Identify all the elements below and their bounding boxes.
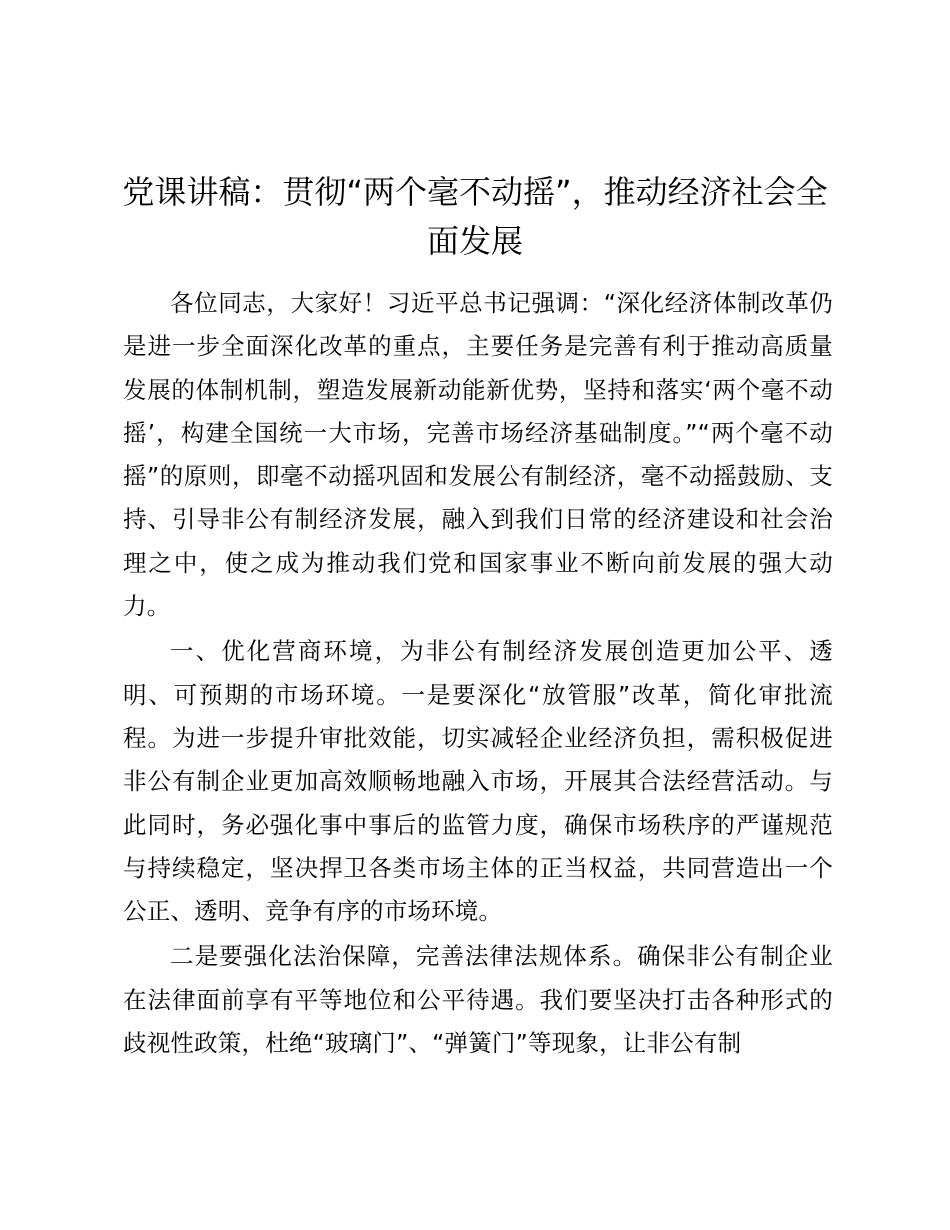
paragraph-section-one: 一、优化营商环境，为非公有制经济发展创造更加公平、透明、可预期的市场环境。一是要深化“放管服”改革，简化审批流程。为进一步提升审批效能，切实减轻企业经济负担，需积极促进非公有制企业更加高效顺畅地融入市场，开展其合法经营活动。与此同时，务必强化事中事后的监管力度，确保市场秩序的严谨规范与持续稳定，坚决捍卫各类市场主体的正当权益，共同营造出一个公正、透明、竞争有序的市场环境。 [123, 637, 833, 926]
document-body [123, 282, 833, 1067]
paragraph-intro: 各位同志，大家好！习近平总书记强调：“深化经济体制改革仍是进一步全面深化改革的重点，主要任务是完善有利于推动高质量发展的体制机制，塑造发展新动能新优势，坚持和落实‘两个毫不动摇’，构建全国统一大市场，完善市场经济基础制度。”“两个毫不动摇”的原则，即毫不动摇巩固和发展公有制经济，毫不动摇鼓励、支持、引导非公有制经济发展，融入到我们日常的经济建设和社会治理之中，使之成为推动我们党和国家事业不断向前发展的强大动力。 [123, 289, 833, 621]
paragraph-section-one-point-two: 二是要强化法治保障，完善法律法规体系。确保非公有制企业在法律面前享有平等地位和公平待遇。我们要坚决打击各种形式的歧视性政策，杜绝“玻璃门”、“弹簧门”等现象，让非公有制 [123, 942, 833, 1058]
document-title: 党课讲稿：贯彻“两个毫不动摇”，推动经济社会全面发展 [122, 173, 828, 260]
